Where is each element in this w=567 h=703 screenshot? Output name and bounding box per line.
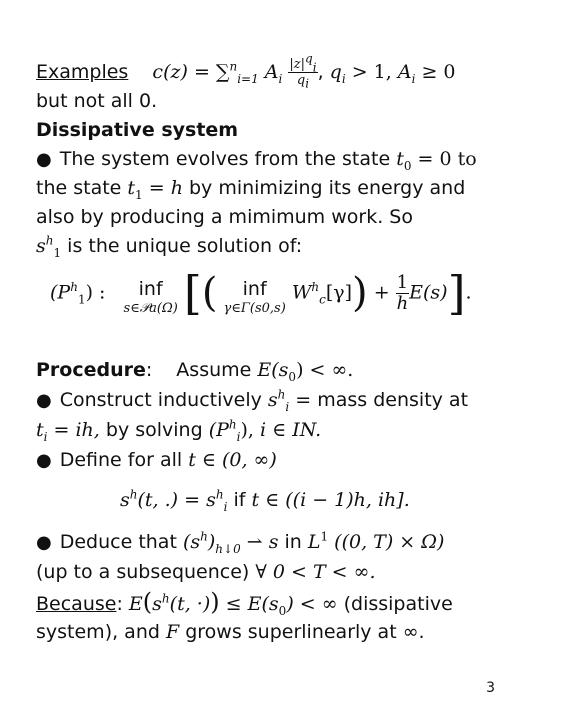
assume-text: Assume — [176, 359, 258, 381]
l1: L — [307, 531, 321, 553]
dissipative-heading: Dissipative system — [36, 119, 239, 141]
frac-den-sub: i — [305, 76, 310, 91]
work-line: also by producing a mimimum work. So — [36, 206, 413, 228]
system-text: system), and — [36, 621, 166, 643]
because-s: s — [152, 593, 162, 615]
sum-sign: ∑ — [215, 61, 230, 83]
sih: s — [267, 389, 278, 411]
because-line — [36, 590, 553, 616]
ti: t — [36, 419, 44, 441]
wasserstein: W — [291, 281, 312, 304]
gamma-arg: [γ] — [325, 281, 353, 304]
procedure-line — [36, 358, 553, 382]
inf-inner — [223, 280, 285, 315]
sh-definition — [120, 488, 553, 512]
sh-lhs-args: (t, .) = s — [137, 489, 216, 511]
f-var: F — [165, 621, 180, 643]
ti-eq: = ih, — [47, 419, 100, 441]
sh-lhs-sup: h — [129, 487, 138, 502]
energy: E(s) — [409, 281, 448, 304]
inf-inner-text: inf — [242, 278, 267, 300]
solving-text: by solving — [99, 419, 209, 441]
define-expr: t ∈ (0, ∞) — [188, 449, 277, 471]
frac-num-exp-sub: i — [312, 60, 317, 75]
sh-seq-sub: h↓0 — [215, 541, 241, 556]
grows-text: grows superlinearly at ∞. — [179, 621, 425, 643]
define-text: Define for all — [59, 449, 189, 471]
p1h: (P — [50, 281, 71, 304]
frac-den: q — [296, 73, 306, 88]
examples-line: Examples c(z) = ∑$^n_{i=1}$ $A_i$ $\frac{|z|^q_i}{q_i}$ , $q_i > 1$, $A_i \ge 0$ — [36, 51, 456, 91]
c-of-z: c(z) = — [152, 61, 216, 83]
t1-sub: 1 — [135, 187, 143, 202]
right-paren: ) — [352, 270, 368, 316]
inf-inner-under: γ∈Γ(s0,s) — [223, 301, 286, 316]
one: 1 — [396, 271, 409, 293]
construct-text: Construct inductively — [59, 389, 268, 411]
because-rest: ≤ E(s — [219, 593, 279, 615]
bullet-define — [36, 448, 553, 473]
because-args: (t, ·) — [169, 593, 211, 615]
subsequence-text: (up to a subsequence) — [36, 561, 256, 583]
right-bracket: ] — [447, 266, 466, 320]
subsequence-line — [36, 560, 553, 584]
t0-sub: 0 — [403, 158, 412, 173]
bullet-evolves-text: The system evolves from the state — [59, 148, 397, 170]
procedure-label: Procedure — [36, 359, 146, 381]
h-den: h — [396, 292, 409, 314]
state-t1-line — [36, 176, 553, 200]
but-not-all-line: but not all 0. — [36, 90, 158, 112]
one-over-h — [396, 271, 409, 314]
eq: = — [142, 177, 171, 199]
cond-q-rest: > 1, — [345, 61, 392, 83]
in-text: in — [278, 531, 308, 553]
bullet-dot: ● — [36, 532, 52, 553]
p1h-close: ) : — [85, 281, 106, 304]
s1h-sub: 1 — [53, 245, 62, 260]
cond-a: A — [397, 61, 412, 83]
examples-label: Examples — [36, 61, 129, 83]
l1-sup: 1 — [320, 529, 329, 544]
inf-outer — [123, 280, 177, 315]
ti-sub: i — [43, 429, 48, 444]
because-lparen: ( — [142, 588, 153, 616]
coef-a-sub: i — [278, 71, 283, 86]
mass-density-text: = mass density at — [289, 389, 469, 411]
because-rest-sub: 0 — [278, 603, 287, 618]
bullet-construct — [36, 388, 553, 413]
s1h: s — [36, 235, 46, 257]
forall-expr: ∀ 0 < T < ∞. — [255, 561, 376, 583]
cond-a-rest: ≥ 0 — [415, 61, 456, 83]
sh-rhs-sub: i — [223, 499, 228, 514]
l1-space: ((0, T) × Ω) — [328, 531, 445, 553]
because-rest-close: ) < ∞ — [286, 593, 338, 615]
power-fraction — [288, 51, 317, 91]
pih-sub: i — [236, 429, 241, 444]
because-rparen: ) — [210, 588, 220, 616]
cond-a-sub: i — [411, 71, 416, 86]
sh-seq: (s — [182, 531, 201, 553]
frac-num: |z| — [289, 57, 306, 72]
sh-lhs: s — [120, 489, 130, 511]
sh-rhs-sup: h — [215, 487, 224, 502]
if-cond: t ∈ ((i − 1)h, ih]. — [251, 489, 410, 511]
pih-sup: h — [228, 417, 237, 432]
s1h-sup: h — [45, 233, 54, 248]
p1h-sup: h — [70, 280, 78, 295]
because-label: Because — [36, 593, 117, 615]
solving-line — [36, 418, 553, 442]
coef-a: A — [264, 61, 279, 83]
procedure-colon: : — [145, 359, 153, 381]
p1h-sub: 1 — [77, 292, 86, 307]
sih-sub: i — [285, 399, 290, 414]
unique-solution-text: is the unique solution of: — [61, 235, 303, 257]
bullet-deduce — [36, 530, 553, 555]
assume-expr-rest: ) < ∞. — [296, 359, 354, 381]
h-var: h — [170, 177, 183, 199]
w-sup: h — [311, 280, 320, 295]
cond-q: q — [329, 61, 342, 83]
assume-expr-sub: 0 — [288, 369, 297, 384]
bullet-dot: ● — [36, 450, 52, 471]
left-bracket: [ — [183, 266, 202, 320]
page-number: 3 — [486, 680, 495, 696]
w-sub: c — [319, 292, 326, 307]
formula-period: . — [465, 281, 472, 304]
because-colon: : — [116, 593, 123, 615]
inf-outer-text: inf — [138, 278, 163, 300]
minimizing-text: by minimizing its energy and — [182, 177, 466, 199]
assume-expr: E(s — [257, 359, 289, 381]
if-text: if — [227, 489, 252, 511]
pih-close: ), — [240, 419, 254, 441]
state-text: the state — [36, 177, 128, 199]
pih: (P — [208, 419, 229, 441]
t0: t — [396, 148, 404, 170]
sih-sup: h — [277, 387, 286, 402]
because-e: E — [122, 593, 143, 615]
sh-seq-sup: h — [200, 529, 208, 544]
weak-arrow: ⇀ s — [240, 531, 279, 553]
deduce-text: Deduce that — [59, 531, 183, 553]
t0-rest: = 0 to — [411, 148, 477, 170]
bullet-dot: ● — [36, 149, 52, 170]
sum-upper: n — [229, 59, 238, 74]
because-s-sup: h — [161, 591, 170, 606]
cond-q-sub: i — [341, 71, 346, 86]
frac-num-exp: q — [305, 51, 313, 66]
left-paren: ( — [201, 270, 218, 316]
bullet-evolves — [36, 147, 553, 172]
bullet-dot: ● — [36, 390, 52, 411]
sh-seq-close: ) — [207, 531, 216, 553]
plus: + — [373, 281, 390, 304]
dissipative-text: (dissipative — [337, 593, 453, 615]
superlinear-line — [36, 620, 553, 644]
inf-outer-under: s∈𝒫a(Ω) — [123, 301, 178, 316]
minimization-formula — [50, 266, 553, 340]
sum-lower: i=1 — [237, 71, 259, 86]
t1: t — [127, 177, 136, 199]
i-in-n: i ∈ IN. — [253, 419, 322, 441]
unique-solution-line — [36, 234, 553, 258]
